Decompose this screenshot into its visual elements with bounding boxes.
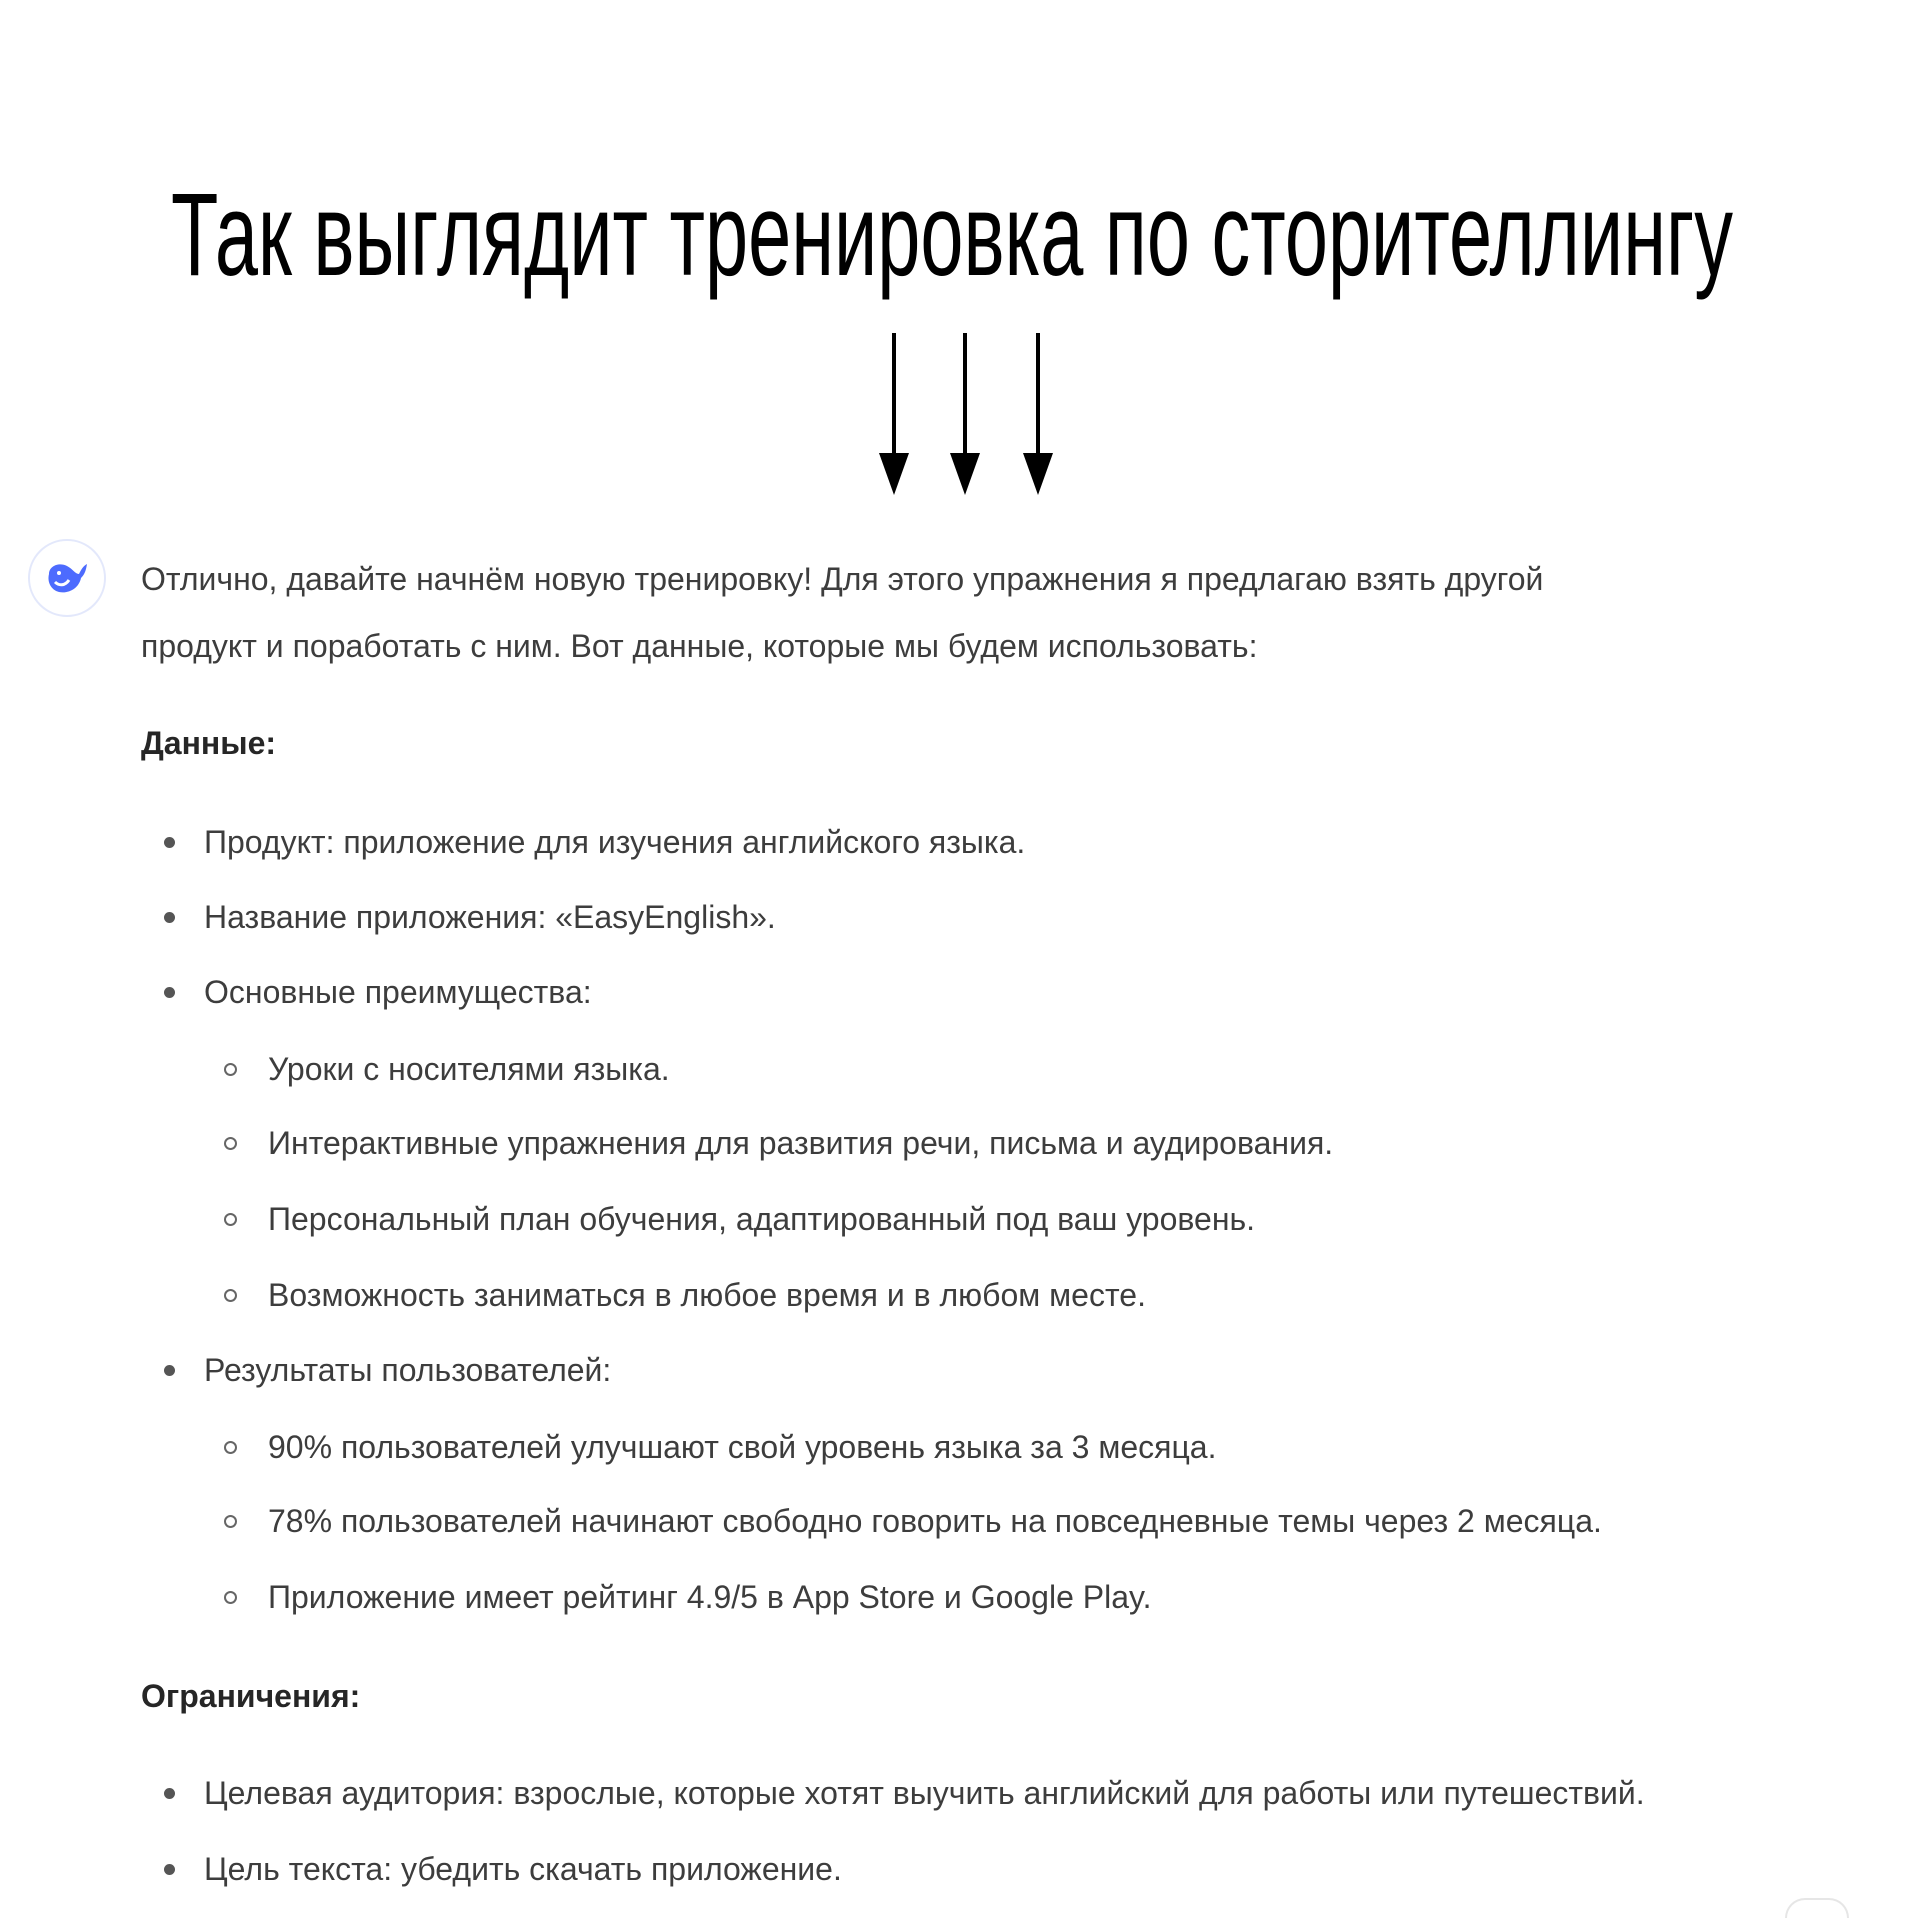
sub-bullet-icon <box>224 1213 237 1226</box>
arrow-down-icon <box>879 333 909 495</box>
list-item: Название приложения: «EasyEnglish». <box>204 899 776 935</box>
list-item: Результаты пользователей: <box>204 1352 612 1388</box>
sub-list-item: Возможность заниматься в любое время и в любом месте. <box>268 1277 1146 1313</box>
intro-line: Отлично, давайте начнём новую тренировку! Для этого упражнения я предлагаю взять другой <box>141 561 1544 597</box>
list-item: Цель текста: убедить скачать приложение. <box>204 1851 842 1887</box>
sub-list-item: Уроки с носителями языка. <box>268 1051 670 1087</box>
bullet-icon <box>164 987 175 998</box>
bullet-icon <box>164 1864 175 1875</box>
sub-bullet-icon <box>224 1137 237 1150</box>
page-title <box>0 170 1920 310</box>
sub-list-item: 90% пользователей улучшают свой уровень языка за 3 месяца. <box>268 1429 1217 1465</box>
arrow-down-icon <box>950 333 980 495</box>
sub-bullet-icon <box>224 1441 237 1454</box>
whale-logo-icon <box>45 560 89 596</box>
section-heading-data: Данные: <box>141 725 277 761</box>
bullet-icon <box>164 1365 175 1376</box>
sub-bullet-icon <box>224 1515 237 1528</box>
section-heading-limits: Ограничения: <box>141 1678 361 1714</box>
sub-list-item: Интерактивные упражнения для развития речи, письма и аудирования. <box>268 1125 1334 1161</box>
sub-list-item: 78% пользователей начинают свободно говорить на повседневные темы через 2 месяца. <box>268 1503 1602 1539</box>
assistant-avatar <box>28 539 106 617</box>
sub-bullet-icon <box>224 1591 237 1604</box>
bullet-icon <box>164 1788 175 1799</box>
page-title-text: Так выглядит тренировка по сторителлингу <box>171 170 1733 301</box>
sub-list-item: Приложение имеет рейтинг 4.9/5 в App Store и Google Play. <box>268 1579 1152 1615</box>
list-item: Продукт: приложение для изучения английского языка. <box>204 824 1026 860</box>
arrow-down-icon <box>1023 333 1053 495</box>
bullet-icon <box>164 912 175 923</box>
scroll-down-button[interactable] <box>1785 1898 1849 1918</box>
intro-line: продукт и поработать с ним. Вот данные, которые мы будем использовать: <box>141 628 1258 664</box>
list-item: Целевая аудитория: взрослые, которые хотят выучить английский для работы или путешествий. <box>204 1775 1645 1811</box>
bullet-icon <box>164 837 175 848</box>
sub-bullet-icon <box>224 1289 237 1302</box>
list-item: Основные преимущества: <box>204 974 592 1010</box>
sub-bullet-icon <box>224 1063 237 1076</box>
sub-list-item: Персональный план обучения, адаптированный под ваш уровень. <box>268 1201 1256 1237</box>
